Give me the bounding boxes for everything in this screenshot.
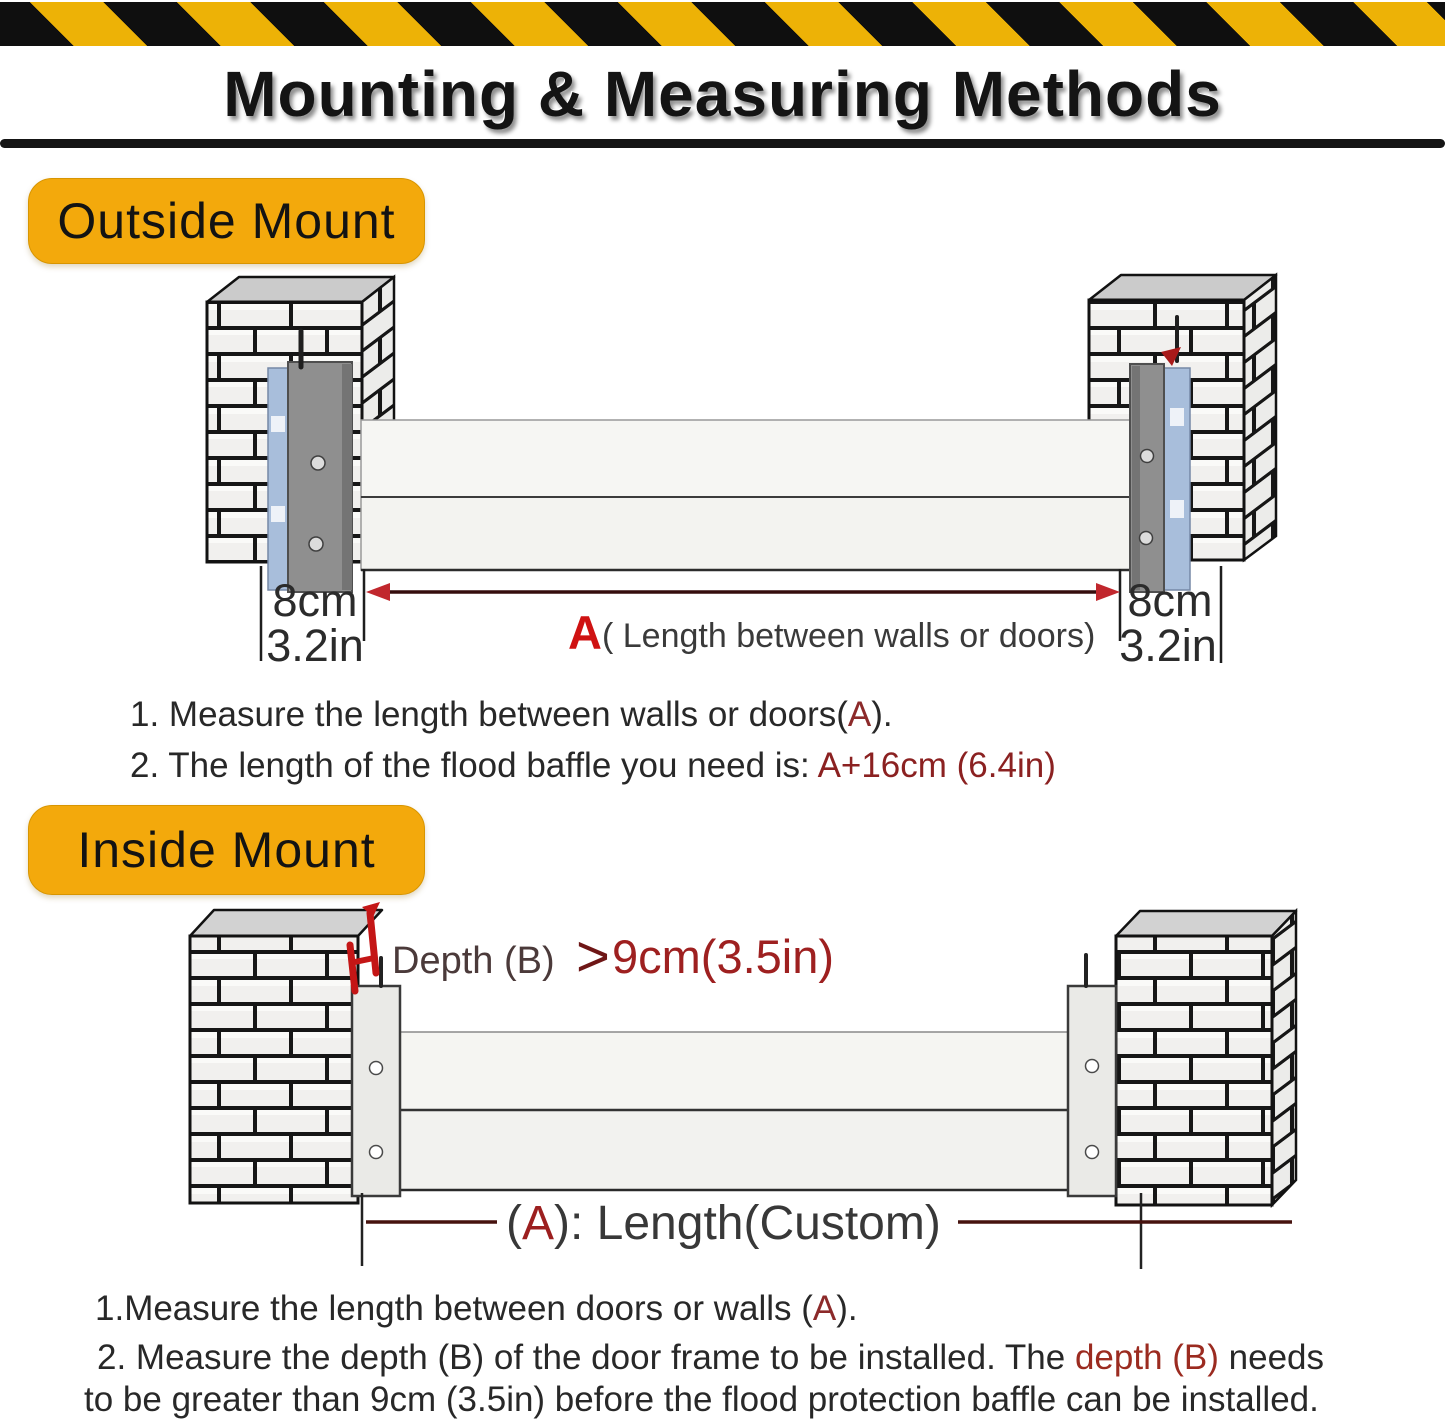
hazard-stripe-banner — [0, 2, 1445, 46]
outside-mount-badge — [28, 178, 425, 264]
inside-step-2-line-1 — [97, 1337, 1324, 1379]
flood-barrier-panels — [361, 420, 1140, 570]
outside-step-2-value: A+16cm (6.4in) — [817, 746, 1056, 785]
page-title: Mounting & Measuring Methods — [223, 58, 1222, 130]
inside-right-brick-pillar — [1116, 911, 1296, 1205]
inside-step-2-depth: depth (B) — [1074, 1338, 1219, 1377]
inside-step-1 — [95, 1288, 858, 1330]
outside-mount-diagram — [150, 266, 1320, 668]
left-mounting-channel — [288, 362, 352, 592]
left-gap-cm: 8cm — [272, 575, 358, 626]
inside-mount-badge — [28, 805, 425, 895]
inside-step-1-text: 1.Measure the length between doors or walls ( — [95, 1289, 813, 1328]
depth-label — [392, 924, 834, 989]
inside-step-1-end: ). — [836, 1289, 858, 1328]
title-underline — [0, 139, 1445, 148]
inside-step-2-text: 2. Measure the depth (B) of the door frame to be installed. The — [97, 1338, 1075, 1377]
right-gap-cm: 8cm — [1127, 575, 1213, 626]
left-seal-strip — [268, 368, 288, 590]
outside-step-1-end: ). — [871, 695, 893, 734]
length-label-a: A — [522, 1197, 555, 1250]
outside-step-1-a: A — [847, 695, 872, 734]
depth-value: 9cm(3.5in) — [612, 930, 835, 983]
inside-step-2-end: needs — [1218, 1338, 1325, 1377]
outside-step-1 — [130, 694, 893, 736]
inside-flood-barrier-panels — [398, 1032, 1070, 1190]
depth-label-text: Depth (B) — [392, 940, 555, 982]
inside-mount-badge-label: Inside Mount — [77, 822, 376, 878]
left-gap-in: 3.2in — [266, 620, 364, 668]
outside-mount-badge-label: Outside Mount — [57, 193, 396, 249]
arrowhead-right-icon — [1096, 583, 1120, 601]
dimension-a-label: ( Length between walls or doors) — [602, 617, 1096, 655]
outside-step-2-text: 2. The length of the flood baffle you need is: — [130, 746, 818, 785]
dimension-a-letter: A — [568, 606, 602, 659]
outside-step-1-text: 1. Measure the length between walls or doors( — [130, 695, 848, 734]
length-label-rest: ): Length(Custom) — [554, 1197, 941, 1250]
outside-step-2 — [130, 745, 1056, 787]
inside-right-mounting-rail — [1068, 955, 1116, 1196]
right-seal-strip — [1164, 368, 1190, 590]
title-band — [0, 48, 1445, 140]
right-mounting-channel — [1130, 364, 1164, 592]
inside-left-mounting-rail — [352, 958, 400, 1196]
right-gap-in: 3.2in — [1119, 620, 1217, 668]
inside-step-2-line-2: to be greater than 9cm (3.5in) before the flood protection baffle can be installed. — [84, 1380, 1319, 1419]
inside-mount-diagram — [150, 896, 1320, 1288]
depth-gt-sign: > — [576, 924, 610, 989]
inside-step-1-a: A — [812, 1289, 837, 1328]
arrowhead-left-icon — [366, 583, 390, 601]
width-dimension — [261, 566, 1221, 668]
length-label-open: ( — [506, 1197, 522, 1250]
